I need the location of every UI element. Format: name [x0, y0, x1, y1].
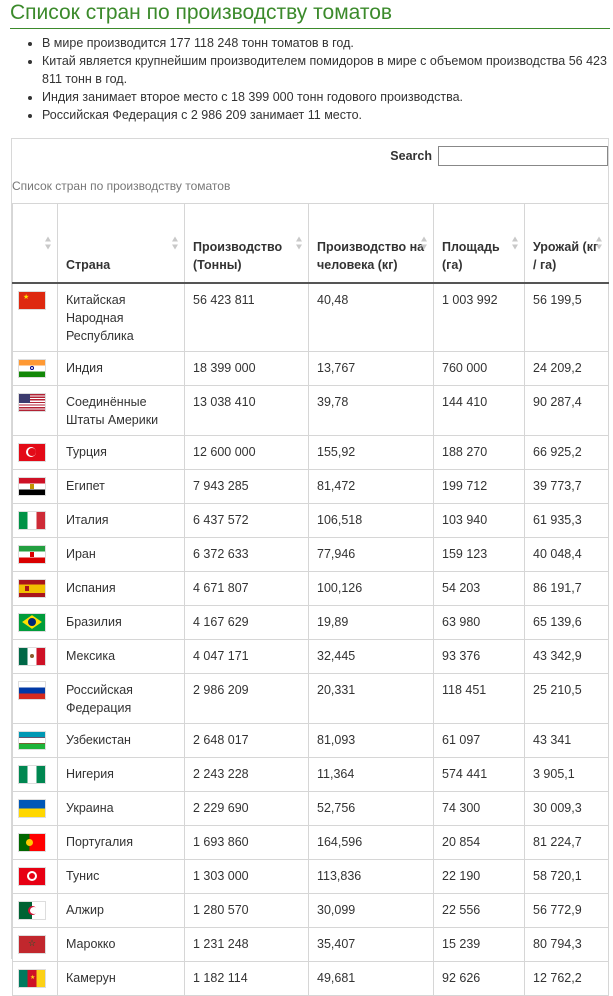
yield-cell: 90 287,4: [525, 386, 609, 436]
area-cell: 118 451: [434, 674, 525, 724]
brazil-flag-icon: [19, 614, 45, 631]
area-cell: 63 980: [434, 606, 525, 640]
flag-cell: [13, 894, 58, 928]
fact-item: • Китай является крупнейшим производителем помидоров в мире с объемом производства 56 423 811 тонн в год.: [42, 52, 613, 88]
column-header-area[interactable]: [434, 204, 525, 284]
table-row: [13, 436, 609, 470]
area-cell: 144 410: [434, 386, 525, 436]
tunisia-flag-icon: [19, 868, 45, 885]
area-cell: 54 203: [434, 572, 525, 606]
production-cell: 1 182 114: [185, 962, 309, 996]
table-body: [13, 283, 609, 996]
production-cell: 6 437 572: [185, 504, 309, 538]
per-capita-cell: 77,946: [309, 538, 434, 572]
table-caption: Список стран по производству томатов: [12, 179, 231, 193]
area-cell: 760 000: [434, 352, 525, 386]
area-cell: 61 097: [434, 724, 525, 758]
production-cell: 2 229 690: [185, 792, 309, 826]
yield-cell: 61 935,3: [525, 504, 609, 538]
column-header-label: Страна: [66, 258, 111, 272]
country-cell: Мексика: [58, 640, 185, 674]
column-header-label: Производство на человека (кг): [317, 240, 425, 272]
yield-cell: 81 224,7: [525, 826, 609, 860]
russia-flag-icon: [19, 682, 45, 699]
per-capita-cell: 49,681: [309, 962, 434, 996]
country-cell: Российская Федерация: [58, 674, 185, 724]
area-cell: 15 239: [434, 928, 525, 962]
production-cell: 12 600 000: [185, 436, 309, 470]
production-cell: 4 671 807: [185, 572, 309, 606]
search-row: [390, 144, 608, 168]
production-cell: 13 038 410: [185, 386, 309, 436]
yield-cell: 40 048,4: [525, 538, 609, 572]
search-label: Search: [390, 149, 432, 163]
flag-cell: [13, 792, 58, 826]
sort-icon: [596, 237, 602, 250]
production-cell: 1 693 860: [185, 826, 309, 860]
country-cell: Китайская Народная Республика: [58, 283, 185, 352]
per-capita-cell: 81,472: [309, 470, 434, 504]
production-cell: 2 243 228: [185, 758, 309, 792]
table-row: [13, 352, 609, 386]
area-cell: 103 940: [434, 504, 525, 538]
table-container: [11, 138, 609, 985]
area-cell: 20 854: [434, 826, 525, 860]
area-cell: 92 626: [434, 962, 525, 996]
area-cell: 93 376: [434, 640, 525, 674]
fact-item: • Индия занимает второе место с 18 399 000 тонн годового производства.: [42, 88, 613, 106]
per-capita-cell: 32,445: [309, 640, 434, 674]
table-row: [13, 962, 609, 996]
area-cell: 199 712: [434, 470, 525, 504]
usa-flag-icon: [19, 394, 45, 411]
per-capita-cell: 39,78: [309, 386, 434, 436]
table-row: [13, 386, 609, 436]
per-capita-cell: 52,756: [309, 792, 434, 826]
page-title: Список стран по производству томатов: [10, 0, 610, 29]
column-header-production[interactable]: [185, 204, 309, 284]
column-header-per-capita[interactable]: [309, 204, 434, 284]
flag-cell: [13, 724, 58, 758]
table-row: [13, 792, 609, 826]
table-row: [13, 504, 609, 538]
country-cell: Иран: [58, 538, 185, 572]
production-cell: 2 648 017: [185, 724, 309, 758]
nigeria-flag-icon: [19, 766, 45, 783]
production-cell: 6 372 633: [185, 538, 309, 572]
turkey-flag-icon: [19, 444, 45, 461]
flag-cell: [13, 572, 58, 606]
sort-icon: [172, 237, 178, 250]
area-cell: 1 003 992: [434, 283, 525, 352]
flag-cell: [13, 538, 58, 572]
area-cell: 22 190: [434, 860, 525, 894]
uzbekistan-flag-icon: [19, 732, 45, 749]
per-capita-cell: 106,518: [309, 504, 434, 538]
country-cell: Индия: [58, 352, 185, 386]
iran-flag-icon: [19, 546, 45, 563]
flag-cell: [13, 962, 58, 996]
per-capita-cell: 81,093: [309, 724, 434, 758]
table-row: [13, 538, 609, 572]
country-cell: Италия: [58, 504, 185, 538]
yield-cell: 12 762,2: [525, 962, 609, 996]
area-cell: 159 123: [434, 538, 525, 572]
per-capita-cell: 155,92: [309, 436, 434, 470]
table-row: [13, 283, 609, 352]
cameroon-flag-icon: ★: [19, 970, 45, 987]
facts-list: [22, 34, 613, 124]
flag-cell: [13, 470, 58, 504]
country-cell: Португалия: [58, 826, 185, 860]
production-cell: 1 280 570: [185, 894, 309, 928]
table-row: [13, 894, 609, 928]
country-cell: Испания: [58, 572, 185, 606]
production-cell: 1 303 000: [185, 860, 309, 894]
morocco-flag-icon: ☆: [19, 936, 45, 953]
yield-cell: 56 772,9: [525, 894, 609, 928]
yield-cell: 24 209,2: [525, 352, 609, 386]
sort-icon: [421, 237, 427, 250]
flag-cell: [13, 928, 58, 962]
table-row: [13, 572, 609, 606]
per-capita-cell: 40,48: [309, 283, 434, 352]
yield-cell: 56 199,5: [525, 283, 609, 352]
flag-cell: [13, 640, 58, 674]
per-capita-cell: 30,099: [309, 894, 434, 928]
yield-cell: 86 191,7: [525, 572, 609, 606]
area-cell: 74 300: [434, 792, 525, 826]
portugal-flag-icon: [19, 834, 45, 851]
country-cell: Тунис: [58, 860, 185, 894]
india-flag-icon: [19, 360, 45, 377]
country-cell: Турция: [58, 436, 185, 470]
country-cell: Бразилия: [58, 606, 185, 640]
table-row: [13, 640, 609, 674]
search-input[interactable]: [438, 146, 608, 166]
table-row: [13, 724, 609, 758]
yield-cell: 30 009,3: [525, 792, 609, 826]
production-cell: 7 943 285: [185, 470, 309, 504]
italy-flag-icon: [19, 512, 45, 529]
yield-cell: 25 210,5: [525, 674, 609, 724]
column-header-country[interactable]: [58, 204, 185, 284]
per-capita-cell: 35,407: [309, 928, 434, 962]
fact-item: • Российская Федерация с 2 986 209 занимает 11 место.: [42, 106, 613, 124]
column-header-yield[interactable]: [525, 204, 609, 284]
column-header-label: Площадь (га): [442, 240, 500, 272]
china-flag-icon: ★: [19, 292, 45, 309]
yield-cell: 65 139,6: [525, 606, 609, 640]
country-cell: Алжир: [58, 894, 185, 928]
table-header-row: [13, 204, 609, 284]
production-cell: 4 167 629: [185, 606, 309, 640]
production-cell: 56 423 811: [185, 283, 309, 352]
flag-cell: [13, 386, 58, 436]
flag-cell: [13, 758, 58, 792]
yield-cell: 39 773,7: [525, 470, 609, 504]
table-row: [13, 860, 609, 894]
column-header-label: Урожай (кг / га): [533, 240, 599, 272]
spain-flag-icon: [19, 580, 45, 597]
per-capita-cell: 113,836: [309, 860, 434, 894]
sort-icon: [45, 237, 51, 250]
table-row: [13, 470, 609, 504]
area-cell: 188 270: [434, 436, 525, 470]
per-capita-cell: 13,767: [309, 352, 434, 386]
country-cell: Марокко: [58, 928, 185, 962]
table-row: [13, 606, 609, 640]
flag-cell: [13, 352, 58, 386]
yield-cell: 66 925,2: [525, 436, 609, 470]
column-header-label: Производство (Тонны): [193, 240, 283, 272]
country-cell: Камерун: [58, 962, 185, 996]
table-row: [13, 674, 609, 724]
country-cell: Нигерия: [58, 758, 185, 792]
country-cell: Узбекистан: [58, 724, 185, 758]
production-cell: 2 986 209: [185, 674, 309, 724]
sort-icon: [512, 237, 518, 250]
egypt-flag-icon: [19, 478, 45, 495]
column-header-flag[interactable]: [13, 204, 58, 284]
per-capita-cell: 20,331: [309, 674, 434, 724]
yield-cell: 43 342,9: [525, 640, 609, 674]
flag-cell: [13, 860, 58, 894]
yield-cell: 58 720,1: [525, 860, 609, 894]
area-cell: 22 556: [434, 894, 525, 928]
country-cell: Украина: [58, 792, 185, 826]
yield-cell: 80 794,3: [525, 928, 609, 962]
algeria-flag-icon: [19, 902, 45, 919]
flag-cell: [13, 606, 58, 640]
country-cell: Соединённые Штаты Америки: [58, 386, 185, 436]
flag-cell: [13, 674, 58, 724]
mexico-flag-icon: [19, 648, 45, 665]
flag-cell: [13, 826, 58, 860]
yield-cell: 43 341: [525, 724, 609, 758]
production-table: [12, 203, 609, 996]
sort-icon: [296, 237, 302, 250]
per-capita-cell: 164,596: [309, 826, 434, 860]
yield-cell: 3 905,1: [525, 758, 609, 792]
fact-item: • В мире производится 177 118 248 тонн томатов в год.: [42, 34, 613, 52]
country-cell: Египет: [58, 470, 185, 504]
table-row: [13, 928, 609, 962]
production-cell: 4 047 171: [185, 640, 309, 674]
flag-cell: [13, 504, 58, 538]
production-cell: 1 231 248: [185, 928, 309, 962]
flag-cell: [13, 436, 58, 470]
production-cell: 18 399 000: [185, 352, 309, 386]
table-row: [13, 826, 609, 860]
flag-cell: [13, 283, 58, 352]
area-cell: 574 441: [434, 758, 525, 792]
ukraine-flag-icon: [19, 800, 45, 817]
per-capita-cell: 100,126: [309, 572, 434, 606]
per-capita-cell: 11,364: [309, 758, 434, 792]
per-capita-cell: 19,89: [309, 606, 434, 640]
table-row: [13, 758, 609, 792]
